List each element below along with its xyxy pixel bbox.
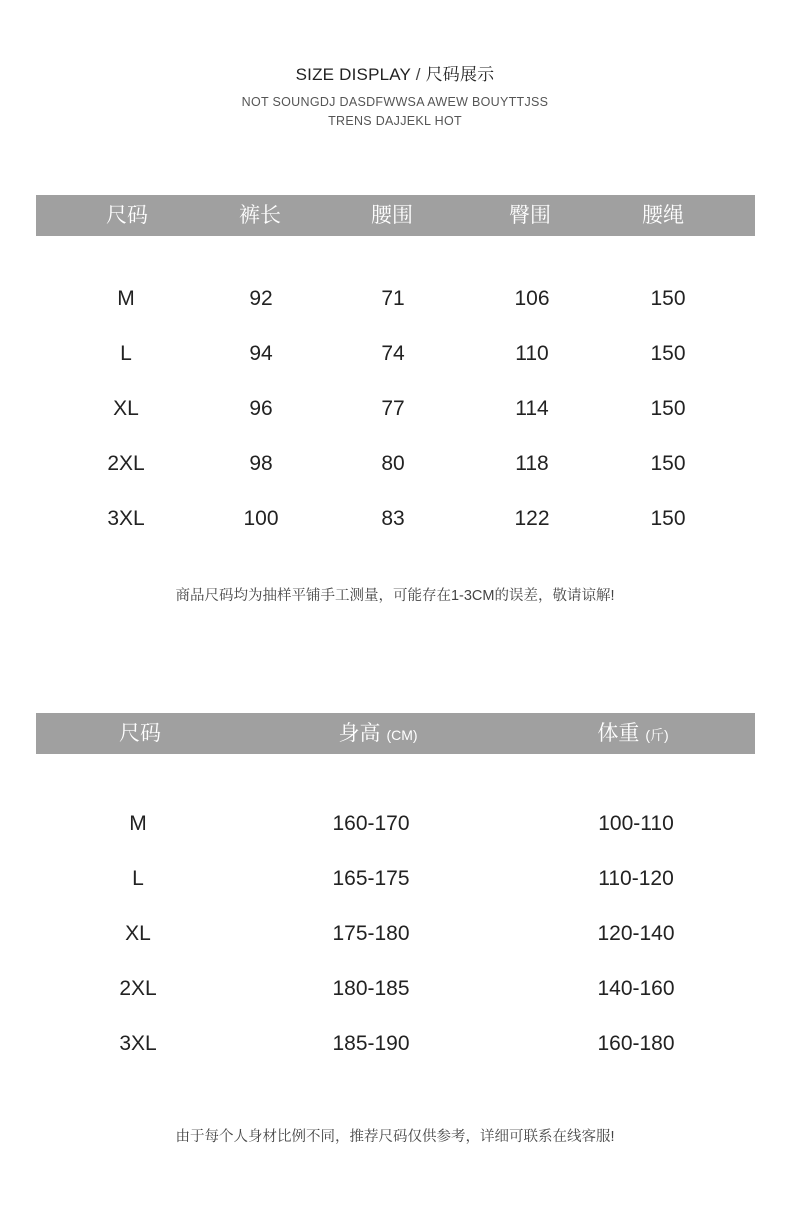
table-cell: 122 (514, 507, 550, 530)
table-cell: 110-120 (598, 867, 674, 890)
header-unit: (CM) (386, 727, 418, 743)
table1-header-length: 裤长 (239, 204, 281, 227)
table-cell: 80 (381, 452, 405, 475)
table-cell: 100 (243, 507, 279, 530)
table-cell: 3XL (107, 507, 145, 530)
table-cell: 150 (650, 452, 686, 475)
table-cell: 175-180 (332, 922, 410, 945)
table-cell: 150 (650, 287, 686, 310)
table-cell: 94 (249, 342, 273, 365)
table2-note: 由于每个人身材比例不同，推荐尺码仅供参考，详细可联系在线客服! (175, 1129, 615, 1145)
header-label: 身高 (338, 722, 381, 745)
header-label: 尺码 (119, 722, 161, 745)
table-cell: 114 (515, 397, 549, 420)
table-cell: 118 (515, 452, 549, 475)
table-cell: XL (113, 397, 139, 420)
table2-header-weight (597, 713, 668, 754)
table-cell: 120-140 (597, 922, 675, 945)
title-separator: / (410, 65, 426, 84)
table-cell: 96 (249, 397, 273, 420)
table-cell: 110 (515, 342, 549, 365)
table1-note: 商品尺码均为抽样平铺手工测量，可能存在1-3CM的误差，敬请谅解! (175, 588, 615, 604)
table-cell: 180-185 (332, 977, 410, 1000)
table-cell: 140-160 (597, 977, 675, 1000)
table1-header-size: 尺码 (106, 204, 148, 227)
table-cell: 160-170 (332, 812, 410, 835)
table-cell: 83 (381, 507, 405, 530)
subtitle-line-2: TRENS DAJJEKL HOT (328, 114, 462, 128)
table-cell: L (132, 867, 144, 890)
table-cell: 150 (650, 397, 686, 420)
table-cell: 100-110 (598, 812, 674, 835)
table-cell: 3XL (119, 1032, 157, 1055)
title-english: SIZE DISPLAY (295, 65, 411, 84)
table-cell: 150 (650, 507, 686, 530)
table-cell: XL (125, 922, 151, 945)
table1-header-drawstring: 腰绳 (642, 204, 684, 227)
header-label: 体重 (597, 722, 640, 745)
table-cell: 160-180 (597, 1032, 675, 1055)
table-cell: 92 (249, 287, 273, 310)
subtitle-line-1: NOT SOUNGDJ DASDFWWSA AWEW BOUYTTJSS (241, 95, 549, 109)
table-cell: 2XL (107, 452, 145, 475)
table2-header-size (119, 713, 161, 754)
table2-header (36, 713, 755, 754)
table-cell: M (129, 812, 147, 835)
table2-header-height (338, 713, 417, 754)
table-cell: 165-175 (332, 867, 410, 890)
table-cell: L (120, 342, 132, 365)
table1-header-waist: 腰围 (371, 204, 413, 227)
table-cell: 150 (650, 342, 686, 365)
table-cell: 2XL (119, 977, 157, 1000)
table-cell: M (117, 287, 135, 310)
table-cell: 185-190 (332, 1032, 410, 1055)
table1-header (36, 195, 755, 236)
table-cell: 71 (381, 287, 405, 310)
table-cell: 74 (381, 342, 405, 365)
table-cell: 77 (381, 397, 405, 420)
table-cell: 98 (249, 452, 273, 475)
size-display-title (0, 60, 790, 85)
title-chinese: 尺码展示 (425, 65, 495, 84)
table-cell: 106 (514, 287, 550, 310)
header-unit: (斤) (645, 727, 669, 743)
table1-header-hip: 臀围 (509, 204, 551, 227)
